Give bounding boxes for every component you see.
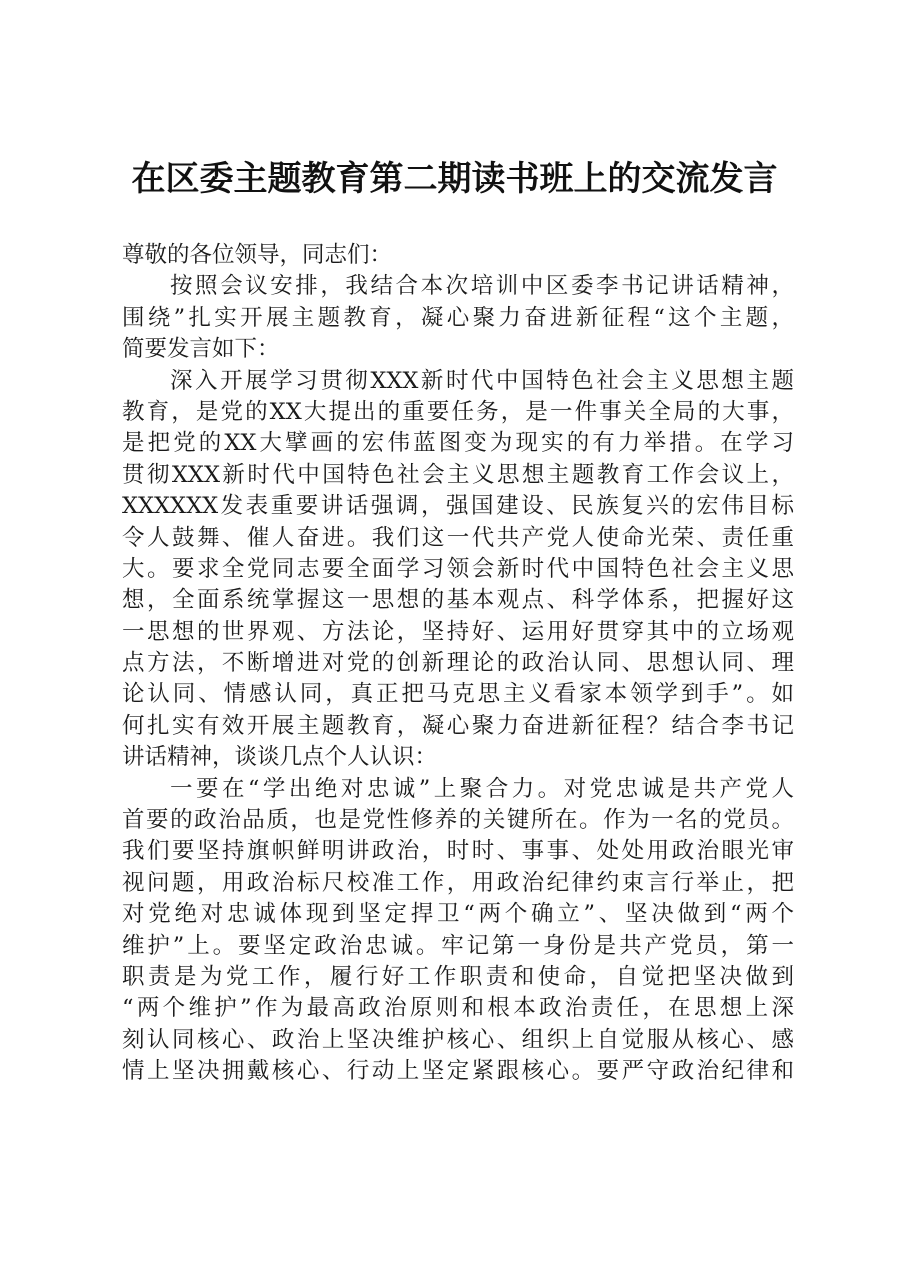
text-line: 想，全面系统掌握这一思想的基本观点、科学体系，把握好这 <box>122 587 794 614</box>
text-line: 一思想的世界观、方法论，坚持好、运用好贯穿其中的立场观 <box>122 618 794 645</box>
text-line: 点方法，不断增进对党的创新理论的政治认同、思想认同、理 <box>122 650 794 677</box>
document-body <box>122 240 794 1088</box>
text-line: 情上坚决拥戴核心、行动上坚定紧跟核心。要严守政治纪律和 <box>122 1058 794 1085</box>
text-line: 简要发言如下： <box>122 336 280 363</box>
text-line: 按照会议安排，我结合本次培训中区委李书记讲话精神， <box>170 273 794 300</box>
text-line: 一要在“学出绝对忠诚”上聚合力。对党忠诚是共产党人 <box>170 775 794 802</box>
text-line: 是把党的XX大擘画的宏伟蓝图变为现实的有力举措。在学习 <box>122 430 794 457</box>
text-line: 贯彻XXX新时代中国特色社会主义思想主题教育工作会议上， <box>122 461 794 488</box>
text-line: 刻认同核心、政治上坚决维护核心、组织上自觉服从核心、感 <box>122 1026 794 1053</box>
text-line: 何扎实有效开展主题教育，凝心聚力奋进新征程？结合李书记 <box>122 712 794 739</box>
text-line: 讲话精神，谈谈几点个人认识： <box>122 744 438 771</box>
text-line: 大。要求全党同志要全面学习领会新时代中国特色社会主义思 <box>122 555 794 582</box>
text-line: 论认同、情感认同，真正把马克思主义看家本领学到手”。如 <box>122 681 794 708</box>
text-line: XXXXXX发表重要讲话强调，强国建设、民族复兴的宏伟目标 <box>122 493 794 520</box>
text-line: “两个维护”作为最高政治原则和根本政治责任，在思想上深 <box>122 995 794 1022</box>
text-line: 职责是为党工作，履行好工作职责和使命，自觉把坚决做到 <box>122 963 794 990</box>
text-line: 维护”上。要坚定政治忠诚。牢记第一身份是共产党员，第一 <box>122 932 794 959</box>
text-line: 教育，是党的XX大提出的重要任务，是一件事关全局的大事， <box>122 398 794 425</box>
document-title: 在区委主题教育第二期读书班上的交流发言 <box>131 159 778 199</box>
text-line: 尊敬的各位领导，同志们： <box>122 242 393 268</box>
text-line: 深入开展学习贯彻XXX新时代中国特色社会主义思想主题 <box>170 367 794 394</box>
text-line: 对党绝对忠诚体现到坚定捍卫“两个确立”、坚决做到“两个 <box>122 901 794 928</box>
text-line: 我们要坚持旗帜鲜明讲政治，时时、事事、处处用政治眼光审 <box>122 838 794 865</box>
text-line: 首要的政治品质，也是党性修养的关键所在。作为一名的党员。 <box>122 807 794 834</box>
text-line: 围绕”扎实开展主题教育，凝心聚力奋进新征程“这个主题， <box>122 304 794 331</box>
text-line: 令人鼓舞、催人奋进。我们这一代共产党人使命光荣、责任重 <box>122 524 794 551</box>
text-line: 视问题，用政治标尺校准工作，用政治纪律约束言行举止，把 <box>122 869 794 896</box>
